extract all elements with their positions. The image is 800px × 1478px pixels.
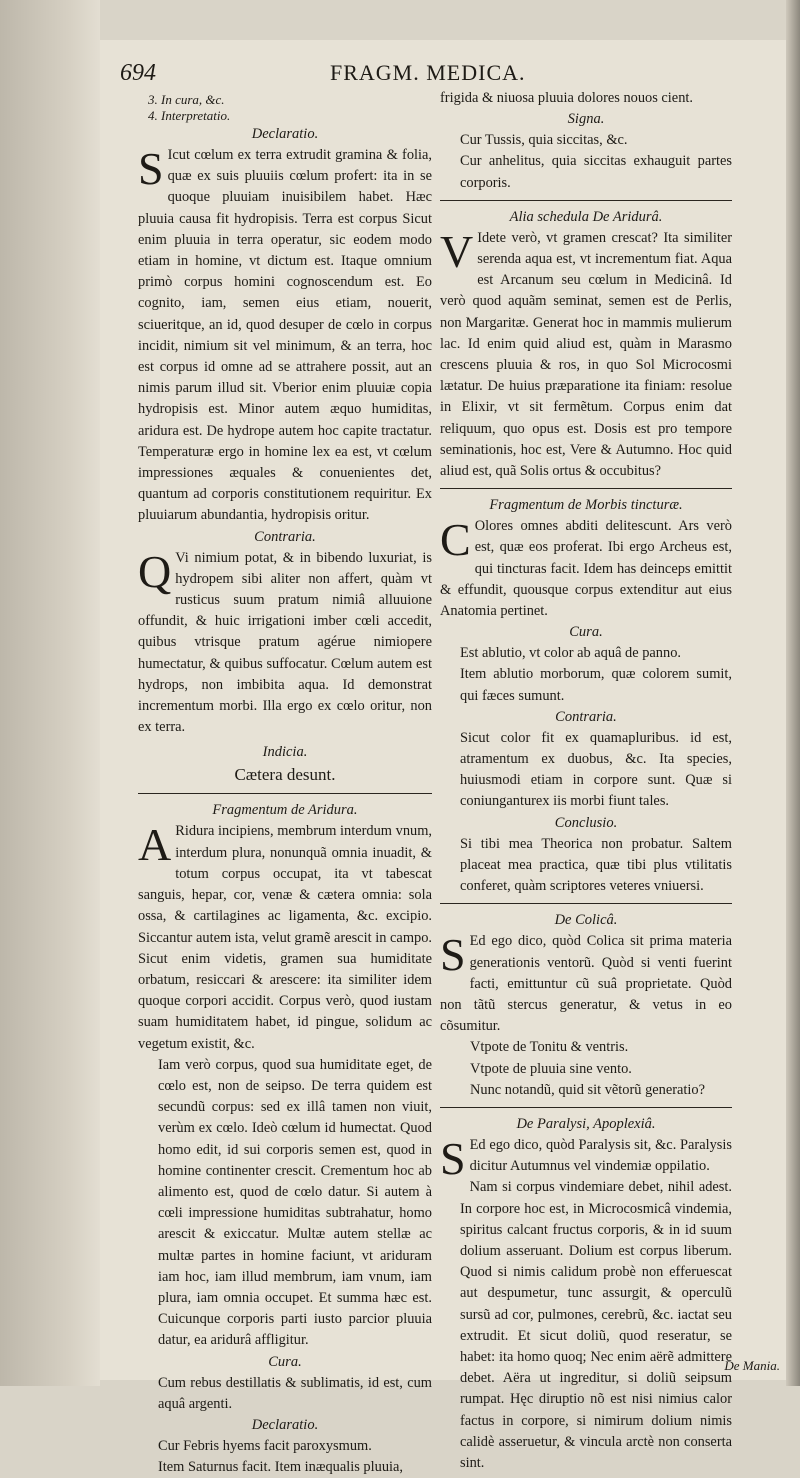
margin-note: 4. Interpretatio. (148, 108, 231, 123)
divider-rule (440, 903, 732, 904)
left-column (138, 92, 432, 1478)
paragraph: Cum rebus destillatis & sublimatis, id est, cum aquâ argenti. (158, 1374, 432, 1412)
section-heading: De Paralysi, Apoplexiâ. (516, 1115, 656, 1132)
section-heading: Declaratio. (251, 126, 319, 142)
section-heading: Cura. (569, 624, 603, 641)
section-heading: Alia schedula De Aridurâ. (509, 208, 663, 225)
paragraph: Si tibi mea Theorica non probatur. Saltem placeat mea practica, quæ tibi plus vtilitatis conferet, quàm scriptores veteres vniuersi. (460, 835, 732, 895)
paragraph: C Olores omnes abditi delitescunt. Ars verò est, quæ eos proferat. Ibi ergo Archeus est, qui tincturas facit. Idem has deinceps emittit & effundit, quousque corpus extenditur aut eius Anatomia pertinet. (440, 514, 732, 620)
paragraph: Iam verò corpus, quod sua humiditate eget, de cœlo est, non de seipso. De terra quidem est secundũ corpus: sed ex illâ tamen non viuit, verùm ex cœlo. Ideò cœlum id humectat. Quod homo edit, id sui corporis semen est, quod in homine continenter crescit. Crementum hoc ab alimento est, quod de cœlo datur. Si autem à cœli impressione humiditas subtrahatur, homo arescit & exiccatur. Multæ autem stellæ ac multæ partes in homine faciunt, vt ariduram iam hoc, iam illud membrum, iam vnum, iam plura, iam omnia occupet. Et summa hæc est. Cuicunque corporis parti iusto parcior pluuia datur, ea aridurâ affligitur. (158, 1056, 432, 1349)
catchword: De Mania. (724, 1358, 780, 1373)
paragraph: Sicut color fit ex quamapluribus. id est, atramentum ex duobus, &c. Ita species, huiusmodi etiam in corpore sunt. Quæ si coniunganturex iis morbi fiunt tales. (460, 729, 732, 810)
drop-cap: Q (138, 545, 172, 597)
section-heading: Declaratio. (251, 1416, 319, 1433)
section-heading: Contraria. (254, 528, 316, 545)
right-column (440, 88, 732, 1474)
divider-rule (440, 488, 732, 489)
paragraph: Nunc notandũ, quid sit vẽtorũ generatio? (470, 1081, 705, 1098)
divider-rule (440, 1107, 732, 1108)
drop-cap: S (440, 1132, 466, 1184)
margin-note: 3. In cura, &c. (148, 92, 225, 107)
paragraph: Vtpote de Tonitu & ventris. (470, 1039, 629, 1056)
paragraph: Cur anhelitus, quia siccitas exhauguit partes corporis. (460, 153, 732, 191)
page-header (120, 60, 750, 90)
paragraph: Vtpote de pluuia sine vento. (470, 1060, 632, 1077)
paragraph: Q Vi nimium potat, & in bibendo luxuriat, is hydropem sibi aliter non affert, quàm vt rusticus suum pratum nimiâ alluuione offundit, & huic irrigationi imber cœli accedit, quibus vtrisque pratum agérue nimiopere humectatur, & quibus suffocatur. Cœlum autem est hydrops, non imbibita aqua. Id demonstrat incrementum morbi. Illa ergo ex cœlo oritur, non ex terra. (138, 545, 432, 736)
section-heading: Conclusio. (554, 814, 618, 831)
section-heading: Contraria. (555, 708, 617, 725)
paragraph: Nam si corpus vindemiare debet, nihil adest. In corpore hoc est, in Microcosmicâ vindemia, spiritus calcant fructus corporis, & in id suum dolium asseruant. Dolium est corpus liberum. Quod si nimis calidum probè non efferuescat aut despumetur, tunc assurgit, & operculũ sursũ ad cor, pulmones, cerebrũ, &c. iactat seu extrudit. Et sicut doliũ, quod reseratur, se habet: ita homo quoq; Nec enim aërẽ admittere debet. Aëra ut ingreditur, si doliũ seipsum rumpat. Hęc diruptio nõ est nisi nimius calor factus in corpore, si nimirum dolium nimis calidè asseruetur, & vincula arctè non conserta sint. (460, 1179, 732, 1471)
drop-cap: S (440, 929, 466, 981)
section-heading: Cætera desunt. (234, 765, 336, 785)
paragraph: Item ablutio morborum, quæ colorem sumit, qui fæces sumunt. (460, 666, 732, 704)
drop-cap: C (440, 514, 471, 566)
divider-rule (440, 200, 732, 201)
section-heading: Signa. (567, 111, 605, 128)
running-head: FRAGM. MEDICA. (330, 60, 526, 85)
paragraph: S Icut cœlum ex terra extrudit gramina & folia, quæ ex suis pluuiis cœlum profert: ita in se quoque pluuiam inuisibilem habet. Hæc pluuia causa fit hydropisis. Terra est corpus Sicut enim pluuia in terra operatur, sic eodem modo etiam in homine, vt dictum est. Itaque omnium primò corpus homini cognoscendum est. Eo cognito, iam, semen eius etiam, nouerit, sciueritque, an id, quod desuper de cœlo in corpus incidit, nimium sit vel minimum, & an terra, hoc est corpus id omne ad se attrahere possit, aut an nimis parum illud sit. Vberior enim pluuiæ copia hydropisis est. Minor autem æquo humiditas, aridura est. De hydrope autem hoc capite tractatur. Temperaturæ ergo in homine lex ea est, vt cœlum impressiones æquales & conuenientes det, quantum ad corporis constitutionem requiritur. Ex pluuiarum abundantia, hydropisis oritur. (138, 143, 432, 524)
paragraph: A Ridura incipiens, membrum interdum vnum, interdum plura, nonunquã omnia inuadit, & totum corpus occupat, ita vt tabescat sanguis, hepar, cor, venæ & cætera omnia: sola ossa, & cartilagines ac ligamenta, &c. excipio. Siccantur autem ista, velut gramẽ arescit in campo. Sicut enim videtis, gramen sua humiditate orbatum, resiccari & arescere: ita similiter idem quoque corpori accidit. Corpus verò, quod iustam suam humiditatem habet, id pingue, solidum ac vegetum existit, &c. (138, 819, 432, 1052)
section-heading: Cura. (268, 1353, 302, 1370)
paragraph: frigida & niuosa pluuia dolores nouos cient. (440, 90, 693, 106)
paragraph: S Ed ego dico, quòd Colica sit prima materia generationis ventorũ. Quòd si venti fuerint facti, emittuntur cũ suâ proprietate. Quòd non tãtũ stercus generatur, & vetus in eo cõsumitur. (440, 929, 732, 1035)
section-heading: Fragmentum de Morbis tincturæ. (489, 497, 683, 514)
drop-cap: V (440, 225, 474, 277)
paragraph: Cur Tussis, quia siccitas, &c. (460, 132, 628, 149)
divider-rule (138, 793, 432, 794)
section-heading: Fragmentum de Aridura. (212, 802, 358, 819)
page-edge (786, 0, 800, 1386)
section-heading: Indicia. (262, 744, 308, 761)
paragraph: S Ed ego dico, quòd Paralysis sit, &c. Paralysis dicitur Autumnus vel vindemiæ oppilatio. (440, 1132, 732, 1184)
drop-cap: A (138, 819, 172, 871)
paragraph: Cur Febris hyems facit paroxysmum. (158, 1437, 372, 1454)
paragraph: Est ablutio, vt color ab aquâ de panno. (460, 645, 681, 662)
drop-cap: S (138, 143, 164, 194)
paragraph: Item Saturnus facit. Item inæqualis pluuia, (158, 1459, 403, 1476)
book-gutter (0, 0, 100, 1386)
page-number: 694 (120, 60, 156, 86)
section-heading: De Colicâ. (554, 912, 618, 929)
paragraph: V Idete verò, vt gramen crescat? Ita similiter serenda aqua est, vt incrementum fiat. Aqua est Arcanum seu cœlum in Medicinâ. Id verò quod aquãm seminat, semen est de Perlis, non Margaritæ. Generat hoc in mammis mulierum lac. Id enim quid aliud est, quàm in Marasmo crescens pluuia & ros, in quo Sol Microcosmi lætatur. De huius præparatione ita finiam: resolue in Elixir, vt sit fermẽtum. Corpus enim dat reliquum, quo opus est. Dosis est pro tempore seminationis, hoc est, Vere & Autumno. Hoc quid aliud est, quã Solis ortus & occubitus? (440, 225, 732, 480)
